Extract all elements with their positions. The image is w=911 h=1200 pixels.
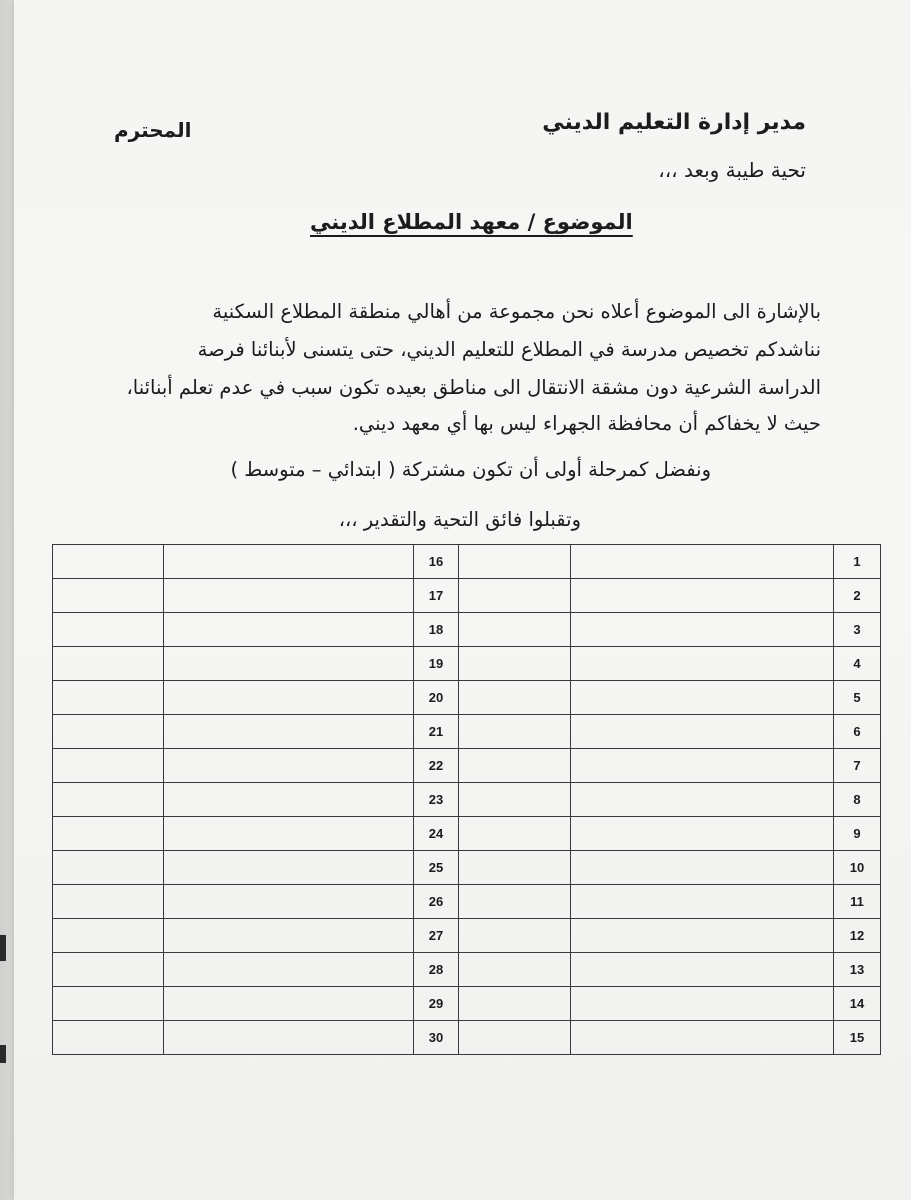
row-number-right: 2 (834, 579, 881, 613)
right-name-cell (571, 783, 834, 817)
row-number-right: 13 (834, 953, 881, 987)
table-row (53, 647, 881, 681)
row-number-right: 9 (834, 817, 881, 851)
addressee-title: مدير إدارة التعليم الديني (542, 110, 806, 135)
row-number-left: 22 (414, 749, 459, 783)
left-extra-cell (53, 749, 164, 783)
table-row (53, 817, 881, 851)
table-row (53, 851, 881, 885)
left-name-cell (164, 749, 414, 783)
table-row (53, 681, 881, 715)
table-row (53, 1021, 881, 1055)
left-name-cell (164, 953, 414, 987)
row-number-right: 12 (834, 919, 881, 953)
right-extra-cell (459, 613, 571, 647)
signature-table-body (53, 545, 881, 1055)
body-line: حيث لا يخفاكم أن محافظة الجهراء ليس بها أي معهد ديني. (352, 412, 821, 435)
table-row (53, 987, 881, 1021)
right-extra-cell (459, 919, 571, 953)
signature-table (52, 544, 881, 1055)
right-extra-cell (459, 715, 571, 749)
row-number-right: 1 (834, 545, 881, 579)
subject-heading: الموضوع / معهد المطلاع الديني (310, 210, 633, 234)
right-extra-cell (459, 545, 571, 579)
right-name-cell (571, 579, 834, 613)
left-name-cell (164, 987, 414, 1021)
left-extra-cell (53, 953, 164, 987)
preference-line: ونفضل كمرحلة أولى أن تكون مشتركة ( ابتدائي – متوسط ) (230, 458, 711, 481)
table-row (53, 885, 881, 919)
row-number-left: 27 (414, 919, 459, 953)
table-row (53, 953, 881, 987)
right-name-cell (571, 613, 834, 647)
left-extra-cell (53, 545, 164, 579)
row-number-left: 19 (414, 647, 459, 681)
row-number-left: 30 (414, 1021, 459, 1055)
row-number-right: 8 (834, 783, 881, 817)
right-name-cell (571, 851, 834, 885)
left-name-cell (164, 715, 414, 749)
left-name-cell (164, 681, 414, 715)
table-row (53, 545, 881, 579)
table-row (53, 715, 881, 749)
right-name-cell (571, 681, 834, 715)
body-line: نناشدكم تخصيص مدرسة في المطلاع للتعليم الديني، حتى يتسنى لأبنائنا فرصة (197, 338, 821, 361)
right-name-cell (571, 987, 834, 1021)
right-extra-cell (459, 783, 571, 817)
left-name-cell (164, 1021, 414, 1055)
right-name-cell (571, 885, 834, 919)
table-row (53, 579, 881, 613)
right-name-cell (571, 647, 834, 681)
row-number-left: 18 (414, 613, 459, 647)
row-number-right: 5 (834, 681, 881, 715)
right-name-cell (571, 715, 834, 749)
right-name-cell (571, 817, 834, 851)
row-number-right: 7 (834, 749, 881, 783)
respect-label: المحترم (114, 118, 192, 142)
table-row (53, 749, 881, 783)
left-name-cell (164, 817, 414, 851)
row-number-left: 23 (414, 783, 459, 817)
document-page (14, 0, 911, 1200)
row-number-left: 25 (414, 851, 459, 885)
right-extra-cell (459, 851, 571, 885)
left-name-cell (164, 545, 414, 579)
left-extra-cell (53, 987, 164, 1021)
left-extra-cell (53, 715, 164, 749)
right-extra-cell (459, 1021, 571, 1055)
closing-line: وتقبلوا فائق التحية والتقدير ،،، (338, 508, 581, 531)
left-extra-cell (53, 919, 164, 953)
left-extra-cell (53, 851, 164, 885)
left-name-cell (164, 647, 414, 681)
right-extra-cell (459, 817, 571, 851)
row-number-left: 28 (414, 953, 459, 987)
row-number-right: 3 (834, 613, 881, 647)
left-extra-cell (53, 681, 164, 715)
left-name-cell (164, 579, 414, 613)
right-extra-cell (459, 647, 571, 681)
table-row (53, 919, 881, 953)
right-name-cell (571, 1021, 834, 1055)
right-extra-cell (459, 953, 571, 987)
edge-mark (0, 935, 6, 961)
right-extra-cell (459, 885, 571, 919)
row-number-left: 20 (414, 681, 459, 715)
left-name-cell (164, 613, 414, 647)
left-name-cell (164, 885, 414, 919)
right-extra-cell (459, 987, 571, 1021)
table-row (53, 613, 881, 647)
row-number-left: 29 (414, 987, 459, 1021)
right-name-cell (571, 953, 834, 987)
row-number-right: 14 (834, 987, 881, 1021)
greeting-line: تحية طيبة وبعد ،،، (658, 158, 806, 182)
left-extra-cell (53, 1021, 164, 1055)
row-number-left: 16 (414, 545, 459, 579)
row-number-right: 10 (834, 851, 881, 885)
body-line: بالإشارة الى الموضوع أعلاه نحن مجموعة من أهالي منطقة المطلاع السكنية (212, 300, 821, 323)
left-name-cell (164, 783, 414, 817)
row-number-right: 11 (834, 885, 881, 919)
row-number-left: 26 (414, 885, 459, 919)
right-extra-cell (459, 681, 571, 715)
right-extra-cell (459, 749, 571, 783)
row-number-right: 6 (834, 715, 881, 749)
right-name-cell (571, 545, 834, 579)
left-extra-cell (53, 783, 164, 817)
left-name-cell (164, 919, 414, 953)
row-number-right: 15 (834, 1021, 881, 1055)
left-extra-cell (53, 885, 164, 919)
body-line: الدراسة الشرعية دون مشقة الانتقال الى مناطق بعيده تكون سبب في عدم تعلم أبنائنا، (126, 376, 821, 399)
table-row (53, 783, 881, 817)
edge-mark (0, 1045, 6, 1063)
left-extra-cell (53, 579, 164, 613)
row-number-left: 17 (414, 579, 459, 613)
row-number-right: 4 (834, 647, 881, 681)
right-name-cell (571, 919, 834, 953)
right-name-cell (571, 749, 834, 783)
left-extra-cell (53, 613, 164, 647)
left-extra-cell (53, 647, 164, 681)
row-number-left: 21 (414, 715, 459, 749)
left-name-cell (164, 851, 414, 885)
right-extra-cell (459, 579, 571, 613)
row-number-left: 24 (414, 817, 459, 851)
left-extra-cell (53, 817, 164, 851)
page-left-edge (0, 0, 14, 1200)
